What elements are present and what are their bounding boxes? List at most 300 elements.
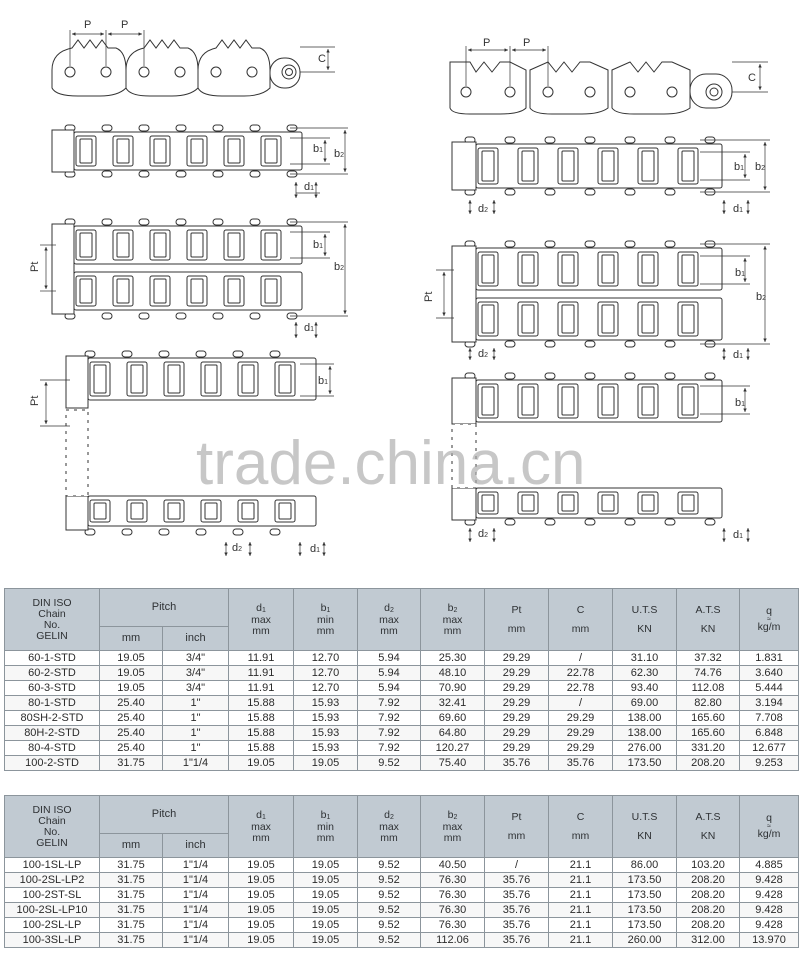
cell-pt: 35.76 — [485, 888, 549, 903]
cell-b2: 120.27 — [421, 741, 485, 756]
chain-roller-inner — [682, 305, 694, 333]
cell-pt: 29.29 — [485, 651, 549, 666]
label-d2-a: d2 — [232, 542, 243, 554]
label-b1-d: b1 — [734, 161, 745, 173]
cell-q: 13.970 — [740, 933, 799, 948]
chain-pin-head — [625, 341, 635, 347]
cell-pt: 35.76 — [485, 903, 549, 918]
cell-b2: 70.90 — [421, 681, 485, 696]
cell-d1: 15.88 — [229, 741, 294, 756]
cell-b1: 15.93 — [294, 741, 358, 756]
label-d1-d: d1 — [733, 203, 744, 215]
cell-uts: 173.50 — [613, 918, 677, 933]
label-b2-d: b2 — [755, 161, 766, 173]
chain-roller-inner — [562, 387, 574, 415]
header-pt: Pt mm — [485, 589, 549, 651]
cell-pitch-mm: 31.75 — [100, 873, 163, 888]
cell-ats: 37.32 — [677, 651, 740, 666]
cell-pt: 29.29 — [485, 681, 549, 696]
header-pitch-inch: inch — [163, 834, 229, 858]
cell-d1: 19.05 — [229, 858, 294, 873]
chain-roller-inner — [228, 233, 240, 257]
cell-d2: 9.52 — [358, 756, 421, 771]
cell-ats: 112.08 — [677, 681, 740, 696]
label-b1-c: b1 — [318, 375, 329, 387]
cell-b1: 12.70 — [294, 651, 358, 666]
table-row — [5, 873, 799, 888]
cell-b2: 25.30 — [421, 651, 485, 666]
chain-pin-head — [585, 137, 595, 143]
chain-pin-head — [250, 219, 260, 225]
cell-c: 22.78 — [549, 666, 613, 681]
chain-pin-head — [505, 137, 515, 143]
cell-d2: 5.94 — [358, 681, 421, 696]
header-q: q ≈ kg/m — [740, 796, 799, 858]
label-d1-a: d1 — [304, 181, 315, 193]
chain-pin-head — [625, 241, 635, 247]
chain-roller-inner — [117, 279, 129, 303]
cell-pt: / — [485, 858, 549, 873]
chain-pin-head — [270, 529, 280, 535]
cell-d1: 19.05 — [229, 933, 294, 948]
cell-q: 7.708 — [740, 711, 799, 726]
header-pitch-mm: mm — [100, 834, 163, 858]
cell-chain-no: 100-1SL-LP — [5, 858, 100, 873]
chain-pin-head — [213, 125, 223, 131]
label-d1-e: d1 — [733, 349, 744, 361]
label-b1-f: b1 — [735, 397, 746, 409]
chain-pin-head — [545, 189, 555, 195]
cell-pitch-mm: 31.75 — [100, 903, 163, 918]
chain-pin-head — [705, 373, 715, 379]
spec-table-lp-body — [5, 858, 799, 948]
chain-roller-inner — [117, 139, 129, 163]
chain-roller-inner — [602, 387, 614, 415]
chain-pin-head — [545, 241, 555, 247]
spec-table-std-body — [5, 651, 799, 771]
chain-roller-inner — [682, 255, 694, 283]
chain-pin-head — [705, 519, 715, 525]
chain-pin-head — [102, 313, 112, 319]
label-d2-c: d2 — [478, 348, 489, 360]
cell-b1: 19.05 — [294, 888, 358, 903]
chain-roller-inner — [265, 139, 277, 163]
cell-pt: 35.76 — [485, 918, 549, 933]
chain-roller-inner — [522, 151, 534, 181]
chain-roller-inner — [205, 503, 217, 519]
cell-pitch-inch: 3/4" — [163, 666, 229, 681]
label-b1-a: b1 — [313, 143, 324, 155]
cell-d2: 7.92 — [358, 711, 421, 726]
chain-pin-head — [505, 519, 515, 525]
table-row — [5, 651, 799, 666]
cell-d1: 11.91 — [229, 681, 294, 696]
cell-ats: 208.20 — [677, 888, 740, 903]
cell-chain-no: 100-2SL-LP10 — [5, 903, 100, 918]
chain-pin-head — [159, 529, 169, 535]
chain-roller-inner — [482, 305, 494, 333]
chain-pin-head — [665, 241, 675, 247]
chain-roller-inner — [191, 139, 203, 163]
end-plate — [452, 378, 476, 424]
cell-chain-no: 60-1-STD — [5, 651, 100, 666]
header-c: C mm — [549, 796, 613, 858]
label-b2-a: b2 — [334, 148, 345, 160]
cell-b1: 19.05 — [294, 756, 358, 771]
cell-c: 29.29 — [549, 711, 613, 726]
chain-pin-head — [545, 137, 555, 143]
cell-pitch-mm: 31.75 — [100, 858, 163, 873]
header-pitch: Pitch — [100, 589, 229, 627]
chain-pin-head — [213, 219, 223, 225]
cell-pt: 35.76 — [485, 933, 549, 948]
cell-q: 6.848 — [740, 726, 799, 741]
chain-roller-inner — [242, 503, 254, 519]
table-row — [5, 918, 799, 933]
cell-pitch-inch: 1"1/4 — [163, 933, 229, 948]
chain-roller-inner — [279, 365, 291, 393]
chain-roller-inner — [562, 151, 574, 181]
chain-roller-inner — [482, 151, 494, 181]
cell-pitch-inch: 1"1/4 — [163, 888, 229, 903]
chain-pin-head — [196, 529, 206, 535]
chain-pin-head — [233, 351, 243, 357]
cell-pitch-inch: 1" — [163, 726, 229, 741]
cell-pitch-inch: 1" — [163, 696, 229, 711]
header-d1: d1 max mm — [229, 796, 294, 858]
chain-pin-head — [585, 373, 595, 379]
chain-roller-inner — [602, 495, 614, 511]
chain-pin-head — [585, 341, 595, 347]
cell-d1: 15.88 — [229, 711, 294, 726]
table-row — [5, 726, 799, 741]
spec-table-lp — [4, 795, 799, 948]
cell-uts: 260.00 — [613, 933, 677, 948]
chain-roller-inner — [131, 503, 143, 519]
label-d2-b: d2 — [478, 203, 489, 215]
cell-d1: 15.88 — [229, 726, 294, 741]
cell-ats: 74.76 — [677, 666, 740, 681]
end-plate — [66, 496, 88, 530]
spec-table-std — [4, 588, 799, 771]
cell-c: 22.78 — [549, 681, 613, 696]
cell-b2: 75.40 — [421, 756, 485, 771]
chain-pin-head — [139, 219, 149, 225]
cell-pitch-mm: 19.05 — [100, 651, 163, 666]
label-b2-e: b2 — [756, 291, 767, 303]
cell-chain-no: 100-2SL-LP2 — [5, 873, 100, 888]
chain-roller-inner — [265, 279, 277, 303]
chain-pin-head — [505, 241, 515, 247]
table-row — [5, 933, 799, 948]
cell-uts: 138.00 — [613, 711, 677, 726]
chain-roller-inner — [482, 387, 494, 415]
cell-ats: 208.20 — [677, 873, 740, 888]
chain-roller-inner — [522, 387, 534, 415]
cell-q: 3.194 — [740, 696, 799, 711]
cell-c: 29.29 — [549, 726, 613, 741]
chain-roller-inner — [642, 305, 654, 333]
chain-pin-head — [102, 125, 112, 131]
header-b2: b2 max mm — [421, 589, 485, 651]
chain-pin-head — [176, 313, 186, 319]
header-c: C mm — [549, 589, 613, 651]
cell-pitch-inch: 1"1/4 — [163, 858, 229, 873]
cell-pitch-mm: 25.40 — [100, 711, 163, 726]
cell-b2: 76.30 — [421, 888, 485, 903]
cell-b1: 15.93 — [294, 726, 358, 741]
cell-b1: 12.70 — [294, 666, 358, 681]
label-d2-d: d2 — [478, 528, 489, 540]
cell-pitch-mm: 19.05 — [100, 666, 163, 681]
watermark: trade.china.cn — [196, 429, 586, 498]
chain-roller-inner — [205, 365, 217, 393]
label-d1-c: d1 — [310, 543, 321, 555]
cell-d2: 7.92 — [358, 726, 421, 741]
cell-pt: 35.76 — [485, 756, 549, 771]
cell-d2: 7.92 — [358, 741, 421, 756]
cell-c: 21.1 — [549, 918, 613, 933]
cell-b2: 32.41 — [421, 696, 485, 711]
cell-d1: 19.05 — [229, 918, 294, 933]
chain-roller-inner — [94, 365, 106, 393]
label-b2-b: b2 — [334, 261, 345, 273]
cell-c: 35.76 — [549, 756, 613, 771]
chain-pin-head — [505, 341, 515, 347]
chain-roller-inner — [228, 139, 240, 163]
chain-roller-inner — [228, 279, 240, 303]
chain-pin-head — [102, 171, 112, 177]
cell-pt: 29.29 — [485, 696, 549, 711]
end-plate — [52, 224, 74, 314]
cell-b2: 76.30 — [421, 903, 485, 918]
chain-roller-inner — [682, 151, 694, 181]
cell-q: 4.885 — [740, 858, 799, 873]
header-uts: U.T.S KN — [613, 589, 677, 651]
chain-pin-head — [665, 373, 675, 379]
label-b1-b: b1 — [313, 239, 324, 251]
chain-pin-head — [585, 189, 595, 195]
table-row — [5, 858, 799, 873]
cell-pt: 29.29 — [485, 666, 549, 681]
header-d2: d2 max mm — [358, 589, 421, 651]
end-plate — [452, 246, 476, 342]
cell-d2: 5.94 — [358, 651, 421, 666]
chain-pin-head — [505, 373, 515, 379]
chain-pin-head — [505, 189, 515, 195]
chain-pin-head — [250, 125, 260, 131]
cell-q: 9.428 — [740, 888, 799, 903]
cell-pitch-inch: 3/4" — [163, 681, 229, 696]
cell-d1: 11.91 — [229, 651, 294, 666]
chain-roller-inner — [80, 233, 92, 257]
cell-pitch-mm: 31.75 — [100, 888, 163, 903]
chain-pin-head — [665, 341, 675, 347]
cell-b1: 15.93 — [294, 711, 358, 726]
cell-b2: 40.50 — [421, 858, 485, 873]
chain-roller-inner — [191, 233, 203, 257]
cell-pitch-mm: 31.75 — [100, 918, 163, 933]
cell-c: / — [549, 696, 613, 711]
cell-b1: 19.05 — [294, 873, 358, 888]
header-pt: Pt mm — [485, 796, 549, 858]
chain-roller-inner — [682, 387, 694, 415]
cell-q: 12.677 — [740, 741, 799, 756]
cell-d1: 19.05 — [229, 756, 294, 771]
table-row — [5, 681, 799, 696]
label-pt-b: Pt — [29, 395, 41, 406]
chain-pin-head — [213, 171, 223, 177]
cell-q: 9.428 — [740, 918, 799, 933]
cell-b1: 19.05 — [294, 918, 358, 933]
cell-pt: 29.29 — [485, 741, 549, 756]
cell-b1: 19.05 — [294, 858, 358, 873]
chain-roller-inner — [168, 365, 180, 393]
chain-pin-head — [625, 373, 635, 379]
cell-b2: 112.06 — [421, 933, 485, 948]
header-uts: U.T.S KN — [613, 796, 677, 858]
cell-pt: 35.76 — [485, 873, 549, 888]
cell-pitch-inch: 3/4" — [163, 651, 229, 666]
chain-pin-head — [233, 529, 243, 535]
cell-chain-no: 100-2-STD — [5, 756, 100, 771]
chain-pin-head — [665, 519, 675, 525]
chain-roller-inner — [482, 255, 494, 283]
cell-pitch-inch: 1" — [163, 711, 229, 726]
chain-pin-head — [585, 519, 595, 525]
chain-pin-head — [139, 125, 149, 131]
cell-pitch-mm: 25.40 — [100, 741, 163, 756]
chain-roller-inner — [642, 151, 654, 181]
cell-b2: 76.30 — [421, 873, 485, 888]
cell-c: 29.29 — [549, 741, 613, 756]
cell-q: 9.428 — [740, 903, 799, 918]
end-plate — [452, 142, 476, 190]
cell-q: 1.831 — [740, 651, 799, 666]
cell-pitch-inch: 1"1/4 — [163, 903, 229, 918]
end-plate-hidden — [66, 410, 88, 496]
cell-uts: 62.30 — [613, 666, 677, 681]
label-pitch-4: P — [523, 37, 531, 49]
end-plate — [52, 130, 74, 172]
label-c-left: C — [318, 53, 326, 65]
cell-uts: 276.00 — [613, 741, 677, 756]
chain-pin-head — [159, 351, 169, 357]
chain-pin-head — [122, 351, 132, 357]
label-d1-f: d1 — [733, 529, 744, 541]
chain-roller-inner — [562, 255, 574, 283]
chain-roller-inner — [682, 495, 694, 511]
cell-ats: 208.20 — [677, 903, 740, 918]
table-row — [5, 741, 799, 756]
chain-pin-head — [625, 137, 635, 143]
cell-q: 3.640 — [740, 666, 799, 681]
cell-chain-no: 100-2SL-LP — [5, 918, 100, 933]
chain-roller-inner — [279, 503, 291, 519]
table-row — [5, 756, 799, 771]
header-q: q ≈ kg/m — [740, 589, 799, 651]
chain-pin-head — [176, 125, 186, 131]
chain-pin-head — [102, 219, 112, 225]
cell-pitch-inch: 1"1/4 — [163, 873, 229, 888]
chain-pin-head — [665, 137, 675, 143]
table-row — [5, 888, 799, 903]
header-pitch-mm: mm — [100, 627, 163, 651]
cell-b2: 48.10 — [421, 666, 485, 681]
chain-pin-head — [625, 519, 635, 525]
chain-roller-inner — [154, 139, 166, 163]
chain-pin-head — [270, 351, 280, 357]
chain-pin-head — [585, 241, 595, 247]
cell-chain-no: 100-2ST-SL — [5, 888, 100, 903]
label-d1-b: d1 — [304, 322, 315, 334]
chain-pin-head — [665, 189, 675, 195]
cell-chain-no: 100-3SL-LP — [5, 933, 100, 948]
header-chain-no: DIN ISO Chain No. GELIN — [5, 796, 100, 858]
cell-d2: 9.52 — [358, 858, 421, 873]
cell-pitch-mm: 25.40 — [100, 726, 163, 741]
chain-roller-inner — [602, 151, 614, 181]
cell-chain-no: 80H-2-STD — [5, 726, 100, 741]
cell-b2: 76.30 — [421, 918, 485, 933]
label-pt-c: Pt — [423, 291, 435, 302]
cell-pt: 29.29 — [485, 726, 549, 741]
cell-b1: 19.05 — [294, 933, 358, 948]
label-pitch-3: P — [483, 37, 491, 49]
table-row — [5, 711, 799, 726]
cell-ats: 103.20 — [677, 858, 740, 873]
cell-pitch-mm: 31.75 — [100, 756, 163, 771]
cell-pt: 29.29 — [485, 711, 549, 726]
table-row — [5, 696, 799, 711]
cell-ats: 331.20 — [677, 741, 740, 756]
chain-pin-head — [122, 529, 132, 535]
cell-pitch-mm: 31.75 — [100, 933, 163, 948]
cell-c: 21.1 — [549, 873, 613, 888]
header-ats: A.T.S KN — [677, 796, 740, 858]
cell-uts: 173.50 — [613, 903, 677, 918]
cell-ats: 312.00 — [677, 933, 740, 948]
cell-c: 21.1 — [549, 858, 613, 873]
cell-uts: 173.50 — [613, 756, 677, 771]
cell-b2: 69.60 — [421, 711, 485, 726]
cell-uts: 173.50 — [613, 888, 677, 903]
chain-roller-inner — [642, 255, 654, 283]
cell-d2: 9.52 — [358, 888, 421, 903]
cell-d1: 19.05 — [229, 873, 294, 888]
cell-d1: 15.88 — [229, 696, 294, 711]
chain-roller-inner — [168, 503, 180, 519]
cell-pitch-inch: 1"1/4 — [163, 918, 229, 933]
header-pitch-inch: inch — [163, 627, 229, 651]
chain-roller-inner — [80, 279, 92, 303]
chain-roller-inner — [94, 503, 106, 519]
cell-chain-no: 80SH-2-STD — [5, 711, 100, 726]
cell-d2: 9.52 — [358, 903, 421, 918]
chain-roller-inner — [562, 305, 574, 333]
cell-c: 21.1 — [549, 933, 613, 948]
cell-b2: 64.80 — [421, 726, 485, 741]
cell-ats: 165.60 — [677, 726, 740, 741]
cell-uts: 138.00 — [613, 726, 677, 741]
chain-roller-inner — [522, 255, 534, 283]
chain-pin-head — [176, 219, 186, 225]
cell-pitch-inch: 1" — [163, 741, 229, 756]
cell-b1: 12.70 — [294, 681, 358, 696]
header-b2: b2 max mm — [421, 796, 485, 858]
chain-pin-head — [545, 341, 555, 347]
side-view-left — [52, 40, 300, 96]
